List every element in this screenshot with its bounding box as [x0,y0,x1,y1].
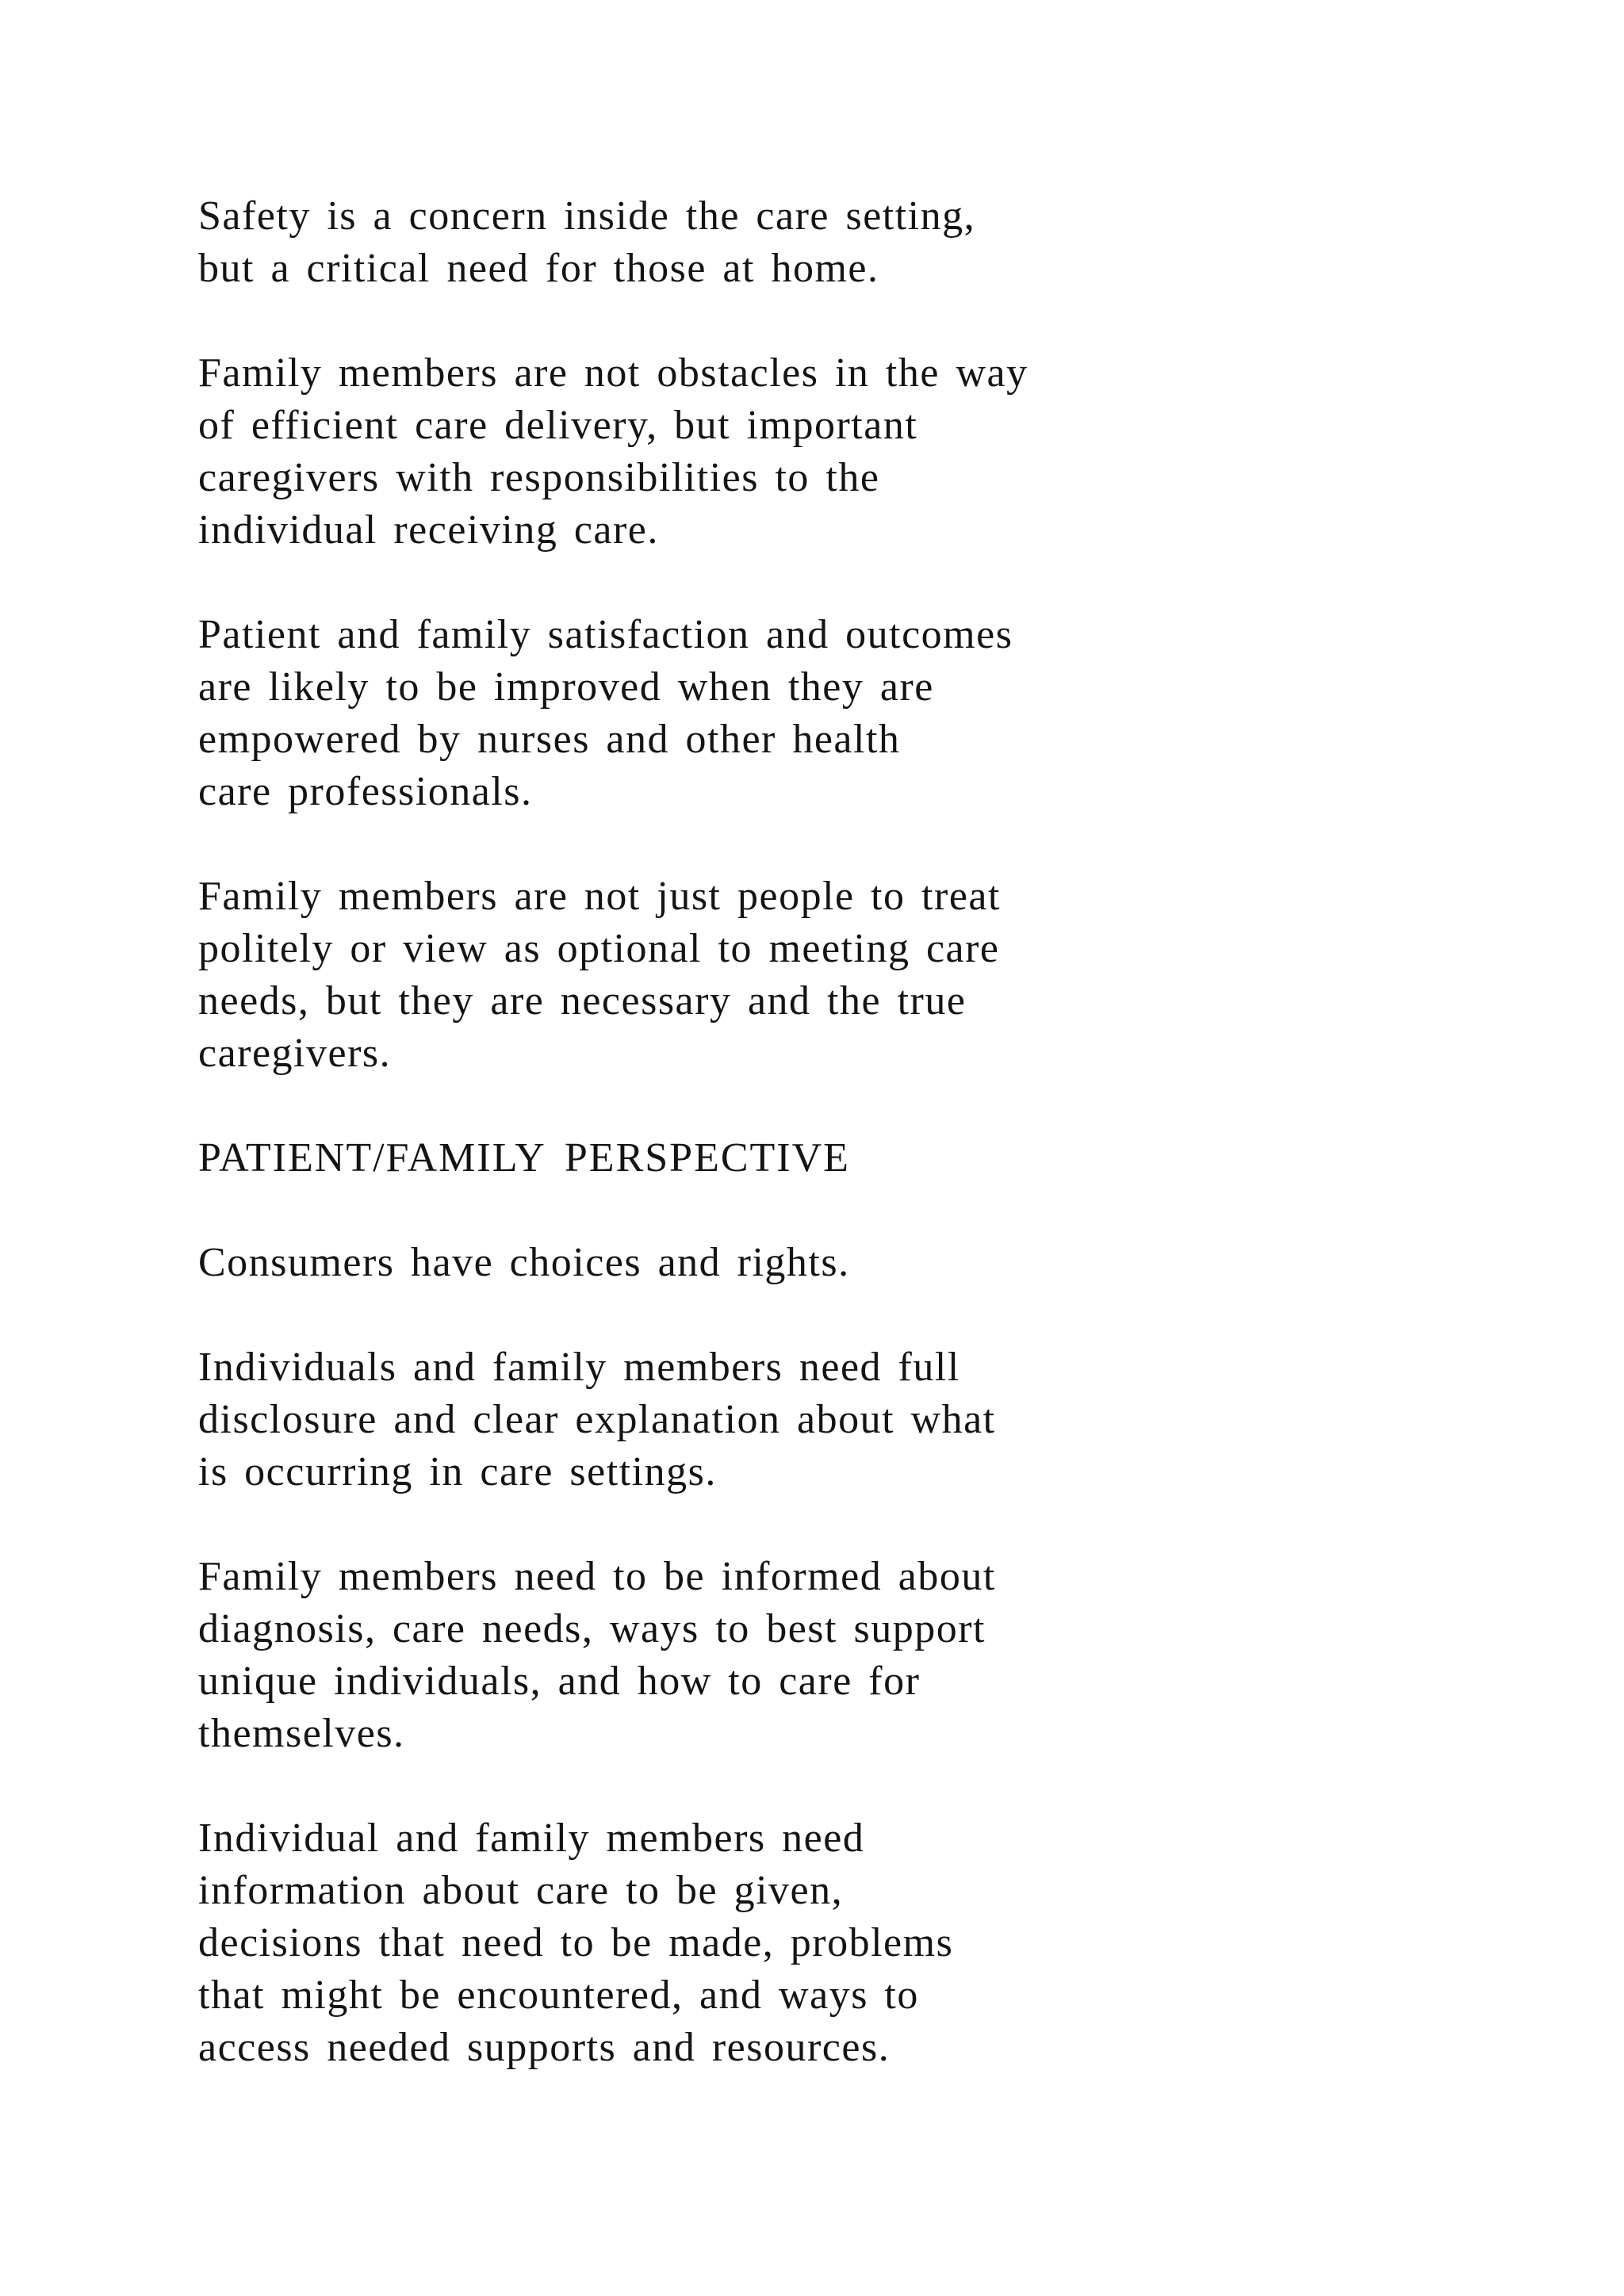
text-line: information about care to be given, [198,1868,844,1913]
text-line: Individuals and family members need full [198,1345,960,1390]
text-line: is occurring in care settings. [198,1449,717,1494]
text-line: empowered by nurses and other health [198,717,901,762]
text-line: Patient and family satisfaction and outcomes [198,612,1013,657]
text-line: that might be encountered, and ways to [198,1973,919,2018]
text-line: Family members need to be informed about [198,1554,996,1599]
text-line: themselves. [198,1711,405,1756]
text-line: but a critical need for those at home. [198,246,879,291]
paragraph-safety [198,190,1308,295]
text-line: access needed supports and resources. [198,2025,891,2070]
text-line: Consumers have choices and rights. [198,1240,850,1285]
text-line: diagnosis, care needs, ways to best support [198,1606,986,1651]
paragraph-true-caregivers [198,871,1308,1080]
paragraph-informed [198,1551,1308,1760]
text-line: needs, but they are necessary and the true [198,978,967,1024]
text-line: caregivers. [198,1031,392,1076]
paragraph-information [198,1812,1308,2074]
paragraph-disclosure [198,1341,1308,1498]
text-line: Family members are not just people to treat [198,874,1001,919]
document-body [198,190,1308,2126]
text-line: Family members are not obstacles in the way [198,350,1028,396]
text-line: are likely to be improved when they are [198,664,934,710]
paragraph-satisfaction [198,609,1308,818]
text-line: Safety is a concern inside the care setting, [198,193,976,239]
text-line: of efficient care delivery, but important [198,403,918,448]
text-line: decisions that need to be made, problems [198,1920,954,1965]
paragraph-family-not-obstacles [198,347,1308,557]
text-line: care professionals. [198,769,533,814]
text-line: unique individuals, and how to care for [198,1659,921,1704]
text-line: disclosure and clear explanation about what [198,1397,996,1442]
section-heading: PATIENT/FAMILY PERSPECTIVE [198,1135,850,1181]
paragraph-consumers [198,1237,1308,1289]
text-line: Individual and family members need [198,1816,865,1861]
text-line: politely or view as optional to meeting care [198,926,1000,971]
text-line: caregivers with responsibilities to the [198,455,880,500]
text-line: individual receiving care. [198,507,659,553]
